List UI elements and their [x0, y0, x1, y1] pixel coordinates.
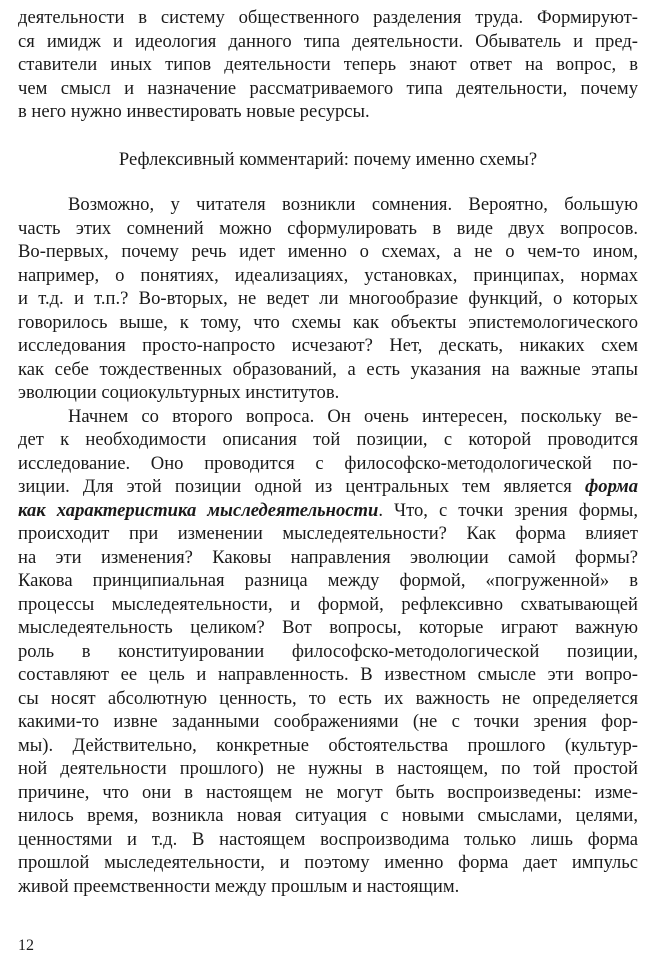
- text-run: . Что, с точки зрения формы,: [378, 499, 638, 521]
- text-line: и т.д. и т.п.? Во-вторых, не ведет ли многообразие функций, о которых: [18, 288, 638, 309]
- text-line: сы носят абсолютную ценность, то есть их важность не определяется: [18, 687, 638, 709]
- page-body: [18, 6, 638, 898]
- text-line: прошлой мыследеятельности, и поэтому именно форма дает импульс: [18, 852, 638, 873]
- emphasis-term-continued: как характеристика мыследеятельности: [18, 499, 379, 521]
- text-line: нилось время, возникла новая ситуация с новыми смыслами, целями,: [18, 805, 638, 826]
- text-line: ной деятельности прошлого) не нужны в настоящем, по той простой: [18, 758, 638, 779]
- emphasis-term: форма: [584, 476, 638, 497]
- page-number: 12: [18, 937, 34, 954]
- text-line: Начнем со второго вопроса. Он очень интересен, поскольку ве-: [68, 405, 638, 427]
- text-line: как себе тождественных образований, а есть указания на важные этапы: [18, 358, 638, 380]
- text-line: Во-первых, почему речь идет именно о схемах, а не о чем-то ином,: [18, 241, 638, 262]
- text-line: процессы мыследеятельности, и формой, рефлексивно схватывающей: [18, 593, 638, 615]
- text-line: деятельности в систему общественного разделения труда. Формируют-: [18, 7, 638, 28]
- continuation-paragraph: [18, 6, 638, 124]
- text-line: например, о понятиях, идеализациях, установках, принципах, нормах: [18, 264, 638, 286]
- text-line: ценностями и т.д. В настоящем воспроизводима только лишь форма: [18, 828, 638, 850]
- text-line: мы). Действительно, конкретные обстоятельства прошлого (культур-: [18, 734, 638, 756]
- text-line: исследование. Оно проводится с философско-методологической по-: [18, 452, 638, 474]
- text-line: на эти изменения? Каковы направления эволюции самой формы?: [18, 546, 638, 568]
- text-line: ся имидж и идеология данного типа деятельности. Обыватель и пред-: [18, 30, 638, 52]
- text-line: живой преемственности между прошлым и настоящим.: [18, 875, 460, 897]
- text-line: ставители иных типов деятельности теперь знают ответ на вопрос, в: [18, 54, 638, 75]
- text-line: в него нужно инвестировать новые ресурсы.: [18, 101, 370, 122]
- text-line: мыследеятельность целиком? Вот вопросы, которые играют важную: [18, 617, 638, 638]
- text-line: причине, что они в настоящем не могут быть воспроизведены: изме-: [18, 781, 638, 803]
- text-line: происходит при изменении мыследеятельности? Как форма влияет: [18, 523, 638, 544]
- text-run: зиции. Для этой позиции одной из центральных тем является: [18, 476, 585, 497]
- section-heading: Рефлексивный комментарий: почему именно схемы?: [118, 148, 538, 170]
- text-line: чем смысл и назначение рассматриваемого типа деятельности, почему: [18, 77, 638, 99]
- paragraph-2: [18, 405, 638, 899]
- text-line: дет к необходимости описания той позиции, с которой проводится: [18, 429, 638, 450]
- text-line: роль в конституировании философско-методологической позиции,: [18, 640, 638, 662]
- text-line: эволюции социокультурных институтов.: [18, 382, 340, 403]
- text-line: исследования просто-напросто исчезают? Нет, дескать, никаких схем: [18, 335, 638, 356]
- text-line: [18, 475, 638, 499]
- text-line: часть этих сомнений можно сформулировать в виде двух вопросов.: [18, 217, 638, 239]
- text-line: Возможно, у читателя возникли сомнения. Вероятно, большую: [68, 194, 638, 215]
- text-line: [18, 499, 638, 523]
- text-line: какими-то извне заданными соображениями (не с точки зрения фор-: [18, 711, 638, 732]
- text-line: Какова принципиальная разница между формой, «погруженной» в: [18, 570, 638, 591]
- paragraph-1: [18, 193, 638, 405]
- text-line: говорилось выше, к тому, что схемы как объекты эпистемологического: [18, 311, 638, 333]
- text-line: составляют ее цель и направленность. В известном смысле эти вопро-: [18, 664, 638, 685]
